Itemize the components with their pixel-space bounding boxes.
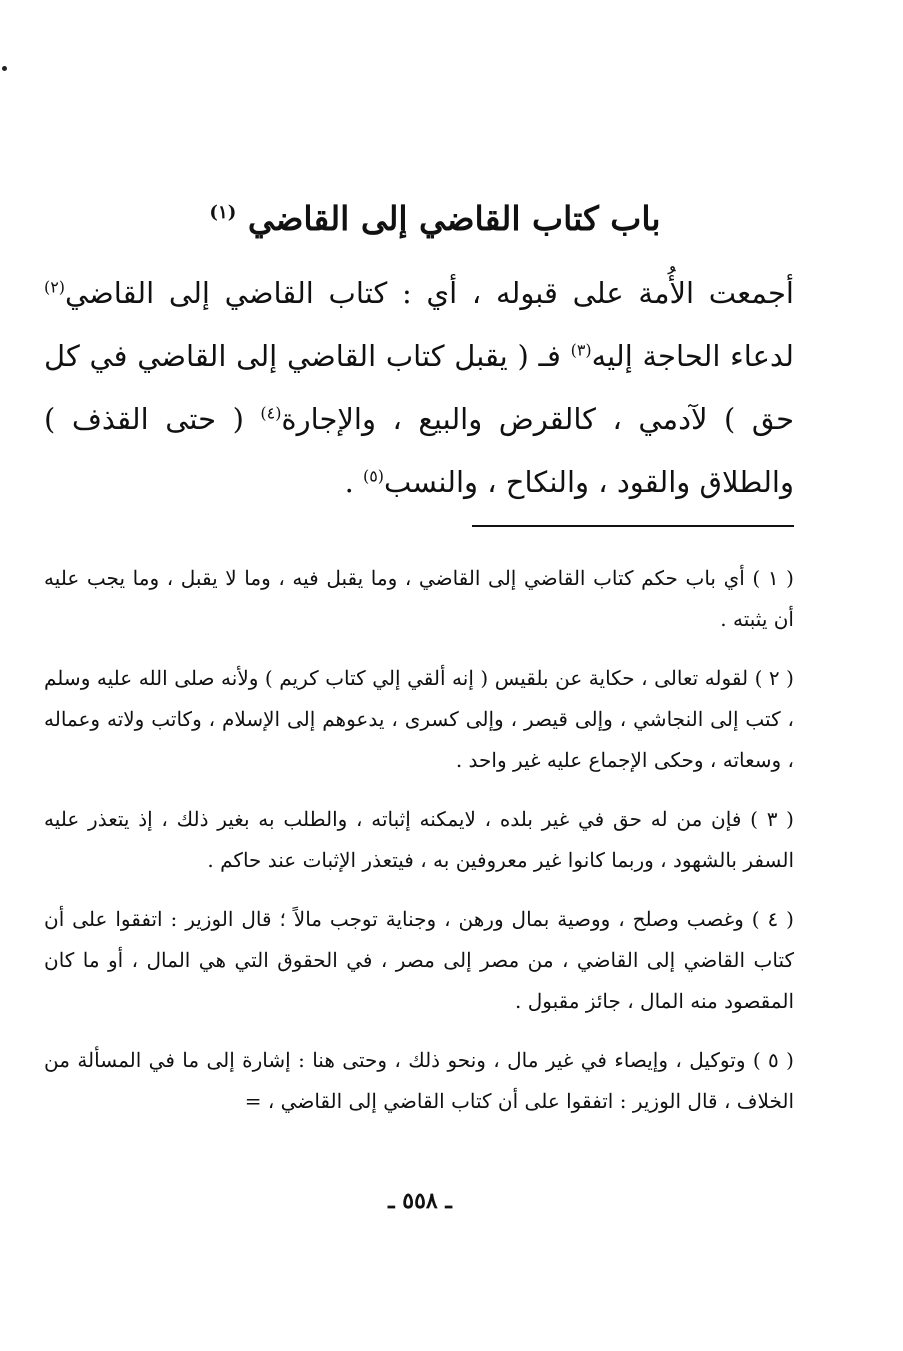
main-paragraph: [44, 262, 794, 514]
footnote-separator: [472, 525, 794, 527]
footnote-ref-4: (٤): [260, 403, 282, 423]
footnote-ref-5: (٥): [363, 466, 385, 486]
margin-mark: [2, 66, 7, 71]
footnote-3: ( ٣ ) فإن من له حق في غير بلده ، لايمكنه إثباته ، والطلب به بغير ذلك ، إذ يتعذر عليه السفر بالشهود ، وربما كانوا غير معروفين به ، فيتعذر الإثبات عند حاكم .: [44, 807, 794, 872]
footnote-2: ( ٢ ) لقوله تعالى ، حكاية عن بلقيس ( إنه ألقي إلي كتاب كريم ) ولأنه صلى الله عليه وسلم ، كتب إلى النجاشي ، وإلى قيصر ، وإلى كسرى ، يدعوهم إلى الإسلام ، وكاتب ولاته وعماله ، وسعاته ، وحكى الإجماع عليه غير واحد .: [44, 666, 794, 772]
chapter-title-ref: (١): [209, 202, 237, 223]
main-text-part-3: فـ ( يقبل كتاب القاضي إلى القاضي في كل حق ) لآدمي ، كالقرض والبيع ، والإجارة: [44, 339, 794, 436]
main-text-part-2: لدعاء الحاجة إليه: [591, 339, 794, 373]
main-text-part-4: ( حتى القذف ) والطلاق والقود ، والنكاح ، والنسب: [44, 402, 794, 499]
page-number: ـ ٥٥٨ ـ: [388, 1188, 452, 1214]
main-text: [44, 262, 794, 514]
chapter-title: [200, 192, 670, 246]
footnotes: [44, 558, 794, 1122]
main-text-part-5: .: [344, 465, 364, 499]
footnote-4: ( ٤ ) وغصب وصلح ، ووصية بمال ورهن ، وجناية توجب مالاً ؛ قال الوزير : اتفقوا على أن كتاب القاضي إلى القاضي ، من مصر إلى مصر ، في الحقوق التي هي المال ، أو ما كان المقصود منه المال ، جائز مقبول .: [44, 907, 794, 1013]
footnote-ref-3: (٣): [570, 340, 592, 360]
footnote-1: ( ١ ) أي باب حكم كتاب القاضي إلى القاضي ، وما يقبل فيه ، وما لا يقبل ، وما يجب عليه أن يثبته .: [44, 566, 794, 631]
chapter-title-text: باب كتاب القاضي إلى القاضي: [247, 199, 661, 238]
footnote-5: ( ٥ ) وتوكيل ، وإيصاء في غير مال ، ونحو ذلك ، وحتى هنا : إشارة إلى ما في المسألة من الخلاف ، قال الوزير : اتفقوا على أن كتاب القاضي إلى القاضي ، =: [44, 1048, 794, 1113]
main-text-part-1: أجمعت الأُمة على قبوله ، أي : كتاب القاضي إلى القاضي: [65, 276, 794, 310]
footnote-ref-2: (٢): [44, 277, 65, 297]
